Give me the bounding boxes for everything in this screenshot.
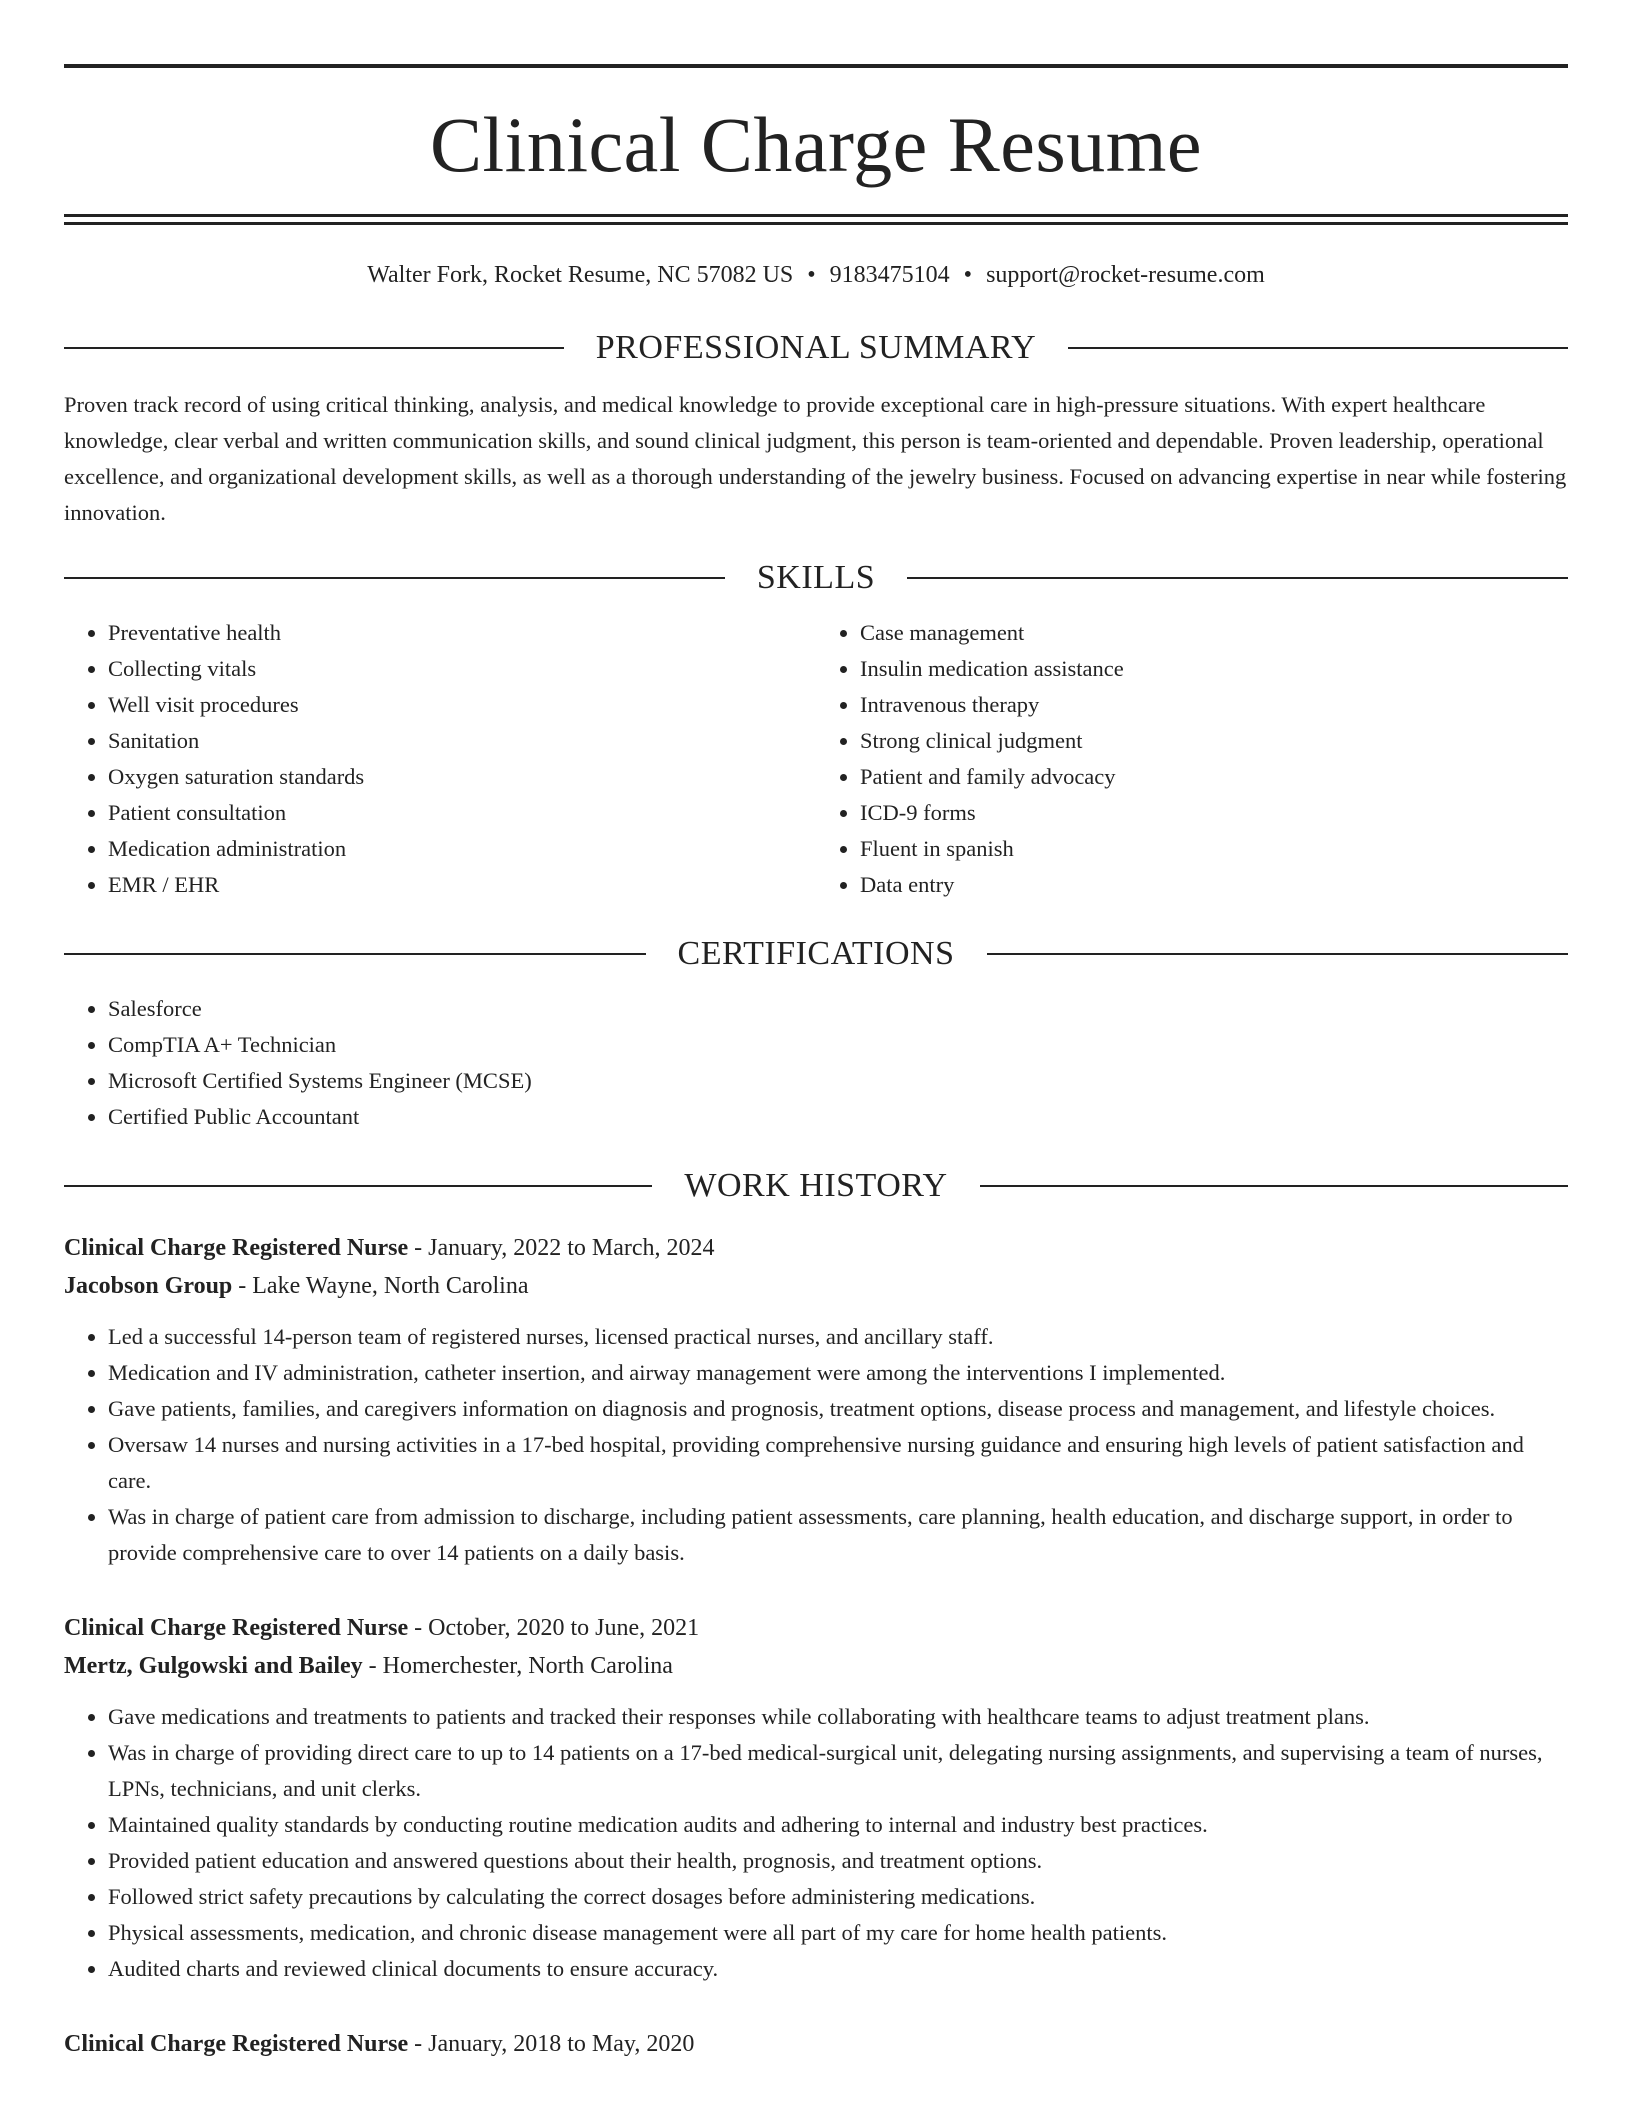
section-divider [64, 347, 564, 349]
job-dates: - October, 2020 to June, 2021 [408, 1615, 700, 1641]
section-title-skills: SKILLS [756, 559, 876, 596]
skill-item: • Preventative health [108, 615, 816, 651]
job-bullet: • Was in charge of providing direct care to up to 14 patients on a 17-bed medical-surgical unit, delegating nursing assignments, and supervising a team of nurses, LPNs, technicians, and unit clerks. [108, 1735, 1568, 1807]
section-divider [64, 577, 725, 579]
certification-item: • Certified Public Accountant [108, 1099, 1568, 1135]
job-title: Clinical Charge Registered Nurse [64, 1235, 409, 1261]
job-dates: - January, 2022 to March, 2024 [408, 1235, 715, 1261]
title-double-rule [64, 214, 1568, 225]
job-bullet: • Was in charge of patient care from admission to discharge, including patient assessments, care planning, health education, and discharge support, in order to provide comprehensive care to over 14 patients on a daily basis. [108, 1499, 1568, 1571]
section-divider [64, 953, 646, 955]
section-title-certifications: CERTIFICATIONS [677, 935, 955, 972]
job-title-line [64, 1229, 1568, 1267]
skill-item: • Well visit procedures [108, 687, 816, 723]
certification-item: • Microsoft Certified Systems Engineer (MCSE) [108, 1063, 1568, 1099]
summary-text: Proven track record of using critical thinking, analysis, and medical knowledge to provide exceptional care in high-pressure situations. With expert healthcare knowledge, clear verbal and written communication skills, and sound clinical judgment, this person is team-oriented and dependable. Proven leadership, operational excellence, and organizational development skills, as well as a thorough understanding of the jewelry business. Focused on advancing expertise in near while fostering innovation. [64, 392, 1567, 525]
job-bullet: • Audited charts and reviewed clinical documents to ensure accuracy. [108, 1951, 1568, 1987]
job-title: Clinical Charge Registered Nurse [64, 2031, 409, 2057]
certification-item: • CompTIA A+ Technician [108, 1027, 1568, 1063]
job-title: Clinical Charge Registered Nurse [64, 1615, 409, 1641]
resume-page [64, 64, 1568, 2063]
contact-separator: • [807, 262, 816, 288]
top-rule [64, 64, 1568, 68]
skills-list-left [64, 615, 816, 903]
resume-title: Clinical Charge Resume [429, 101, 1203, 188]
job-bullet: • Provided patient education and answered questions about their health, prognosis, and treatment options. [108, 1843, 1568, 1879]
section-divider [64, 1185, 652, 1187]
job-bullet: • Gave medications and treatments to patients and tracked their responses while collaborating with healthcare teams to adjust treatment plans. [108, 1699, 1568, 1735]
contact-line [64, 263, 1568, 287]
skill-item: • Intravenous therapy [860, 687, 1568, 723]
job-entry [64, 2025, 1568, 2063]
skill-item: • Sanitation [108, 723, 816, 759]
skill-item: • ICD-9 forms [860, 795, 1568, 831]
job-title-line [64, 1609, 1568, 1647]
skill-item: • Collecting vitals [108, 651, 816, 687]
job-bullet: • Led a successful 14-person team of registered nurses, licensed practical nurses, and ancillary staff. [108, 1319, 1568, 1355]
skill-item: • Medication administration [108, 831, 816, 867]
job-company-line [64, 1267, 1568, 1305]
job-bullet: • Maintained quality standards by conducting routine medication audits and adhering to internal and industry best practices. [108, 1807, 1568, 1843]
section-divider [987, 953, 1569, 955]
section-title-summary: PROFESSIONAL SUMMARY [595, 329, 1037, 366]
job-bullet: • Medication and IV administration, catheter insertion, and airway management were among the interventions I implemented. [108, 1355, 1568, 1391]
job-title-line [64, 2025, 1568, 2063]
skill-item: • Patient consultation [108, 795, 816, 831]
skill-item: • Oxygen saturation standards [108, 759, 816, 795]
job-company-line [64, 1647, 1568, 1685]
certifications-list [64, 991, 1568, 1135]
work-history [64, 1229, 1568, 2063]
section-header-skills [64, 561, 1568, 595]
section-divider [1068, 347, 1568, 349]
contact-phone: 9183475104 [829, 262, 950, 288]
contact-address: Walter Fork, Rocket Resume, NC 57082 US [367, 262, 794, 288]
skill-item: • Data entry [860, 867, 1568, 903]
skill-item: • EMR / EHR [108, 867, 816, 903]
skill-item: • Strong clinical judgment [860, 723, 1568, 759]
section-header-work [64, 1169, 1568, 1203]
section-divider [980, 1185, 1568, 1187]
job-bullets [64, 1319, 1568, 1571]
section-title-work: WORK HISTORY [684, 1167, 948, 1204]
job-bullet: • Oversaw 14 nurses and nursing activities in a 17-bed hospital, providing comprehensive nursing guidance and ensuring high levels of patient satisfaction and care. [108, 1427, 1568, 1499]
job-bullets [64, 1699, 1568, 1987]
section-header-summary [64, 331, 1568, 365]
contact-email: support@rocket-resume.com [986, 262, 1265, 288]
section-divider [907, 577, 1568, 579]
skills-list-right [816, 615, 1568, 903]
job-company: Mertz, Gulgowski and Bailey [64, 1653, 363, 1679]
skill-item: • Patient and family advocacy [860, 759, 1568, 795]
contact-separator: • [963, 262, 973, 288]
skill-item: • Fluent in spanish [860, 831, 1568, 867]
job-bullet: • Physical assessments, medication, and chronic disease management were all part of my care for home health patients. [108, 1915, 1568, 1951]
skill-item: • Case management [860, 615, 1568, 651]
skill-item: • Insulin medication assistance [860, 651, 1568, 687]
section-header-certifications [64, 937, 1568, 971]
skills-columns [64, 615, 1568, 903]
job-location: - Homerchester, North Carolina [362, 1653, 673, 1679]
job-entry [64, 1609, 1568, 1987]
certification-item: • Salesforce [108, 991, 1568, 1027]
job-company: Jacobson Group [64, 1273, 233, 1299]
job-entry [64, 1229, 1568, 1571]
job-bullet: • Followed strict safety precautions by calculating the correct dosages before administering medications. [108, 1879, 1568, 1915]
job-location: - Lake Wayne, North Carolina [232, 1273, 529, 1299]
job-dates: - January, 2018 to May, 2020 [408, 2031, 695, 2057]
job-bullet: • Gave patients, families, and caregivers information on diagnosis and prognosis, treatment options, disease process and management, and lifestyle choices. [108, 1391, 1568, 1427]
